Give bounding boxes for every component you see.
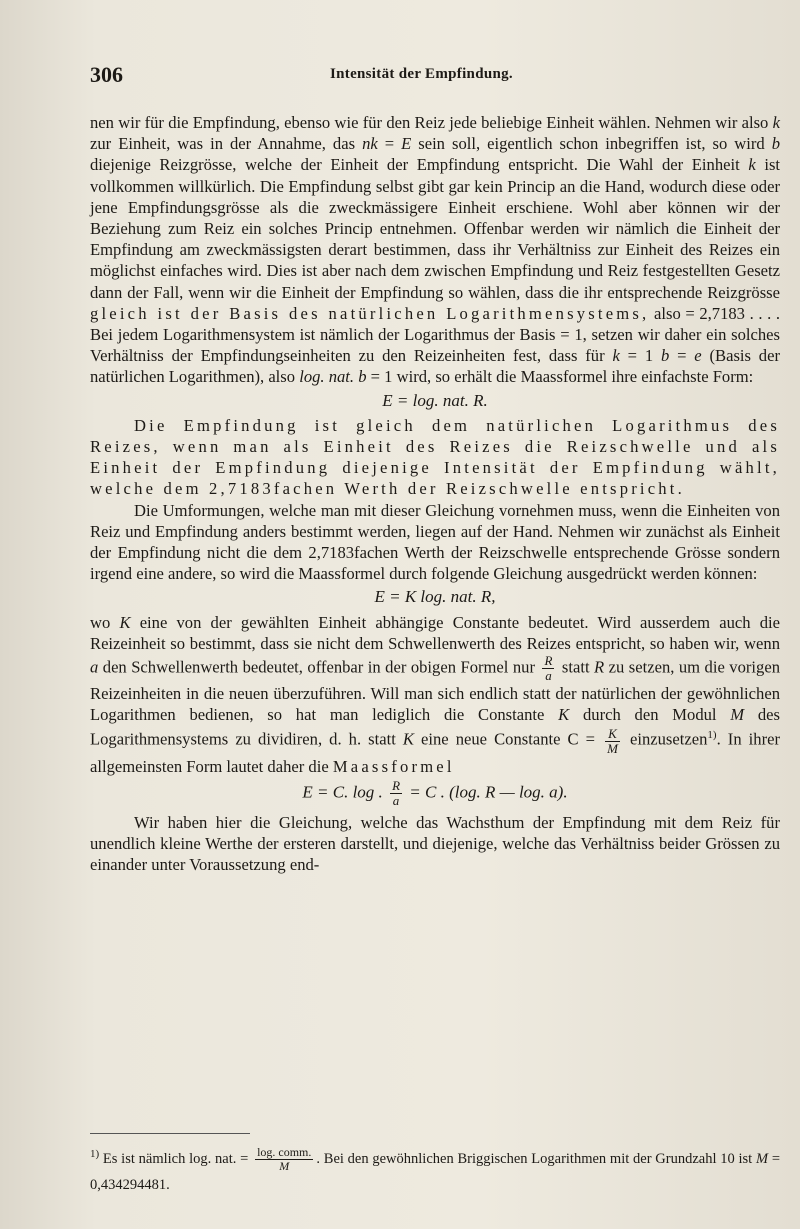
paragraph-2: Die Empfindung ist gleich dem natürlichen Logarithmus des Reizes, wenn man als Einheit des Reizes die Reizschwelle und als Einheit der Empfindung diejenige Intensität der Empfindung wählt, welche dem 2,7183fachen Werth der Reizschwelle entspricht.	[90, 415, 780, 499]
text-run: des Logarithmensystems zu dividiren, d. h. statt	[90, 705, 780, 750]
body-text	[90, 112, 780, 876]
page-header	[90, 62, 760, 90]
footnote	[90, 1142, 780, 1197]
var-K: K	[119, 612, 131, 632]
running-title: Intensität der Empfindung.	[330, 66, 513, 82]
text-run: statt	[557, 657, 595, 677]
text-run: zu setzen, um die vorigen Reizeinheiten in die neuen überzuführen. Will man sich endlich statt der natürlichen der gewöhnlichen Logarithmen bedienen, so hat man lediglich die Constante	[90, 657, 780, 725]
var-M: M	[755, 1150, 769, 1167]
text-run: ist vollkommen willkürlich. Die Empfindung selbst gibt gar kein Princip an die Hand, wodurch diese oder jene Empfindungsgrösse als die zweckmässigere Einheit erschiene. Wohl aber können wir der Beziehung zum Reiz ein solches Princip entnehmen. Offenbar werden wir nämlich die Einheit der Empfindung am zweckmässigsten derart bestimmen, dass ihr Verhältniss zur Einheit des Reizes ein möglichst einfaches wird. Dies ist aber nach dem zwischen Empfindung und Reiz festgestellten Gesetz dann der Fall, wenn wir die Einheit der Empfindung so wählen, dass die ihr entsprechende Reizgrösse	[90, 155, 781, 302]
var-k: k	[772, 113, 780, 132]
var-e: e	[694, 346, 702, 366]
var-a: a	[90, 657, 99, 677]
text-run: den Schwellenwerth bedeutet, offenbar in der obigen Formel nur	[98, 657, 540, 677]
text-run: Es ist nämlich log. nat. =	[99, 1150, 253, 1167]
fraction-R-over-a	[542, 654, 554, 683]
text-run: = 1 wird, so erhält die Maassformel ihre einfachste Form:	[366, 367, 754, 387]
text-run: . In ihrer allgemeinsten Form lautet daher die	[90, 730, 780, 776]
text-run: durch den Modul	[569, 705, 731, 725]
var-E: E	[401, 134, 412, 154]
text-run: . Bei den gewöhnlichen Briggischen Logarithmen mit der Grundzahl 10 ist	[316, 1150, 756, 1167]
footnote-reference: 1)	[707, 729, 717, 742]
var-M: M	[730, 705, 745, 725]
fraction-K-over-M	[605, 727, 620, 756]
fraction-denominator: M	[607, 740, 618, 756]
formula-text: E = log. nat. R.	[382, 390, 488, 410]
var-K: K	[558, 705, 570, 725]
var-k: k	[612, 346, 620, 366]
fraction-log-comm-over-M	[255, 1146, 313, 1173]
paragraph-3: Die Umformungen, welche man mit dieser Gleichung vornehmen muss, wenn die Einheiten von Reiz und Empfindung anders bestimmt werden, liegen auf der Hand. Nehmen wir zunächst als Einheit der Empfindung nicht die dem 2,7183fachen Werth der Reizschwelle entsprechende Grösse sondern irgend eine andere, so wird die Maassformel durch folgende Gleichung ausgedrückt werden können:	[90, 500, 780, 584]
text-run: einzusetzen	[622, 730, 708, 750]
var-K: K	[402, 730, 414, 750]
var-b: b	[771, 134, 780, 154]
text-run: = 0,434294481.	[90, 1150, 781, 1193]
paragraph-5: Wir haben hier die Gleichung, welche das Wachsthum der Empfindung mit dem Reiz für unendlich kleine Werthe der ersteren darstellt, und diejenige, welche das Verhältniss beider Grössen zu einander unter Voraussetzung end-	[90, 812, 780, 875]
paragraph-4	[90, 612, 780, 777]
fraction-denominator: M	[279, 1159, 290, 1173]
text-run: wo	[90, 612, 120, 632]
footnote-mark: 1)	[90, 1148, 100, 1160]
fraction-numerator: R	[544, 653, 553, 669]
paragraph-1	[90, 112, 780, 388]
var-b: b	[660, 346, 670, 366]
formula-3	[90, 779, 780, 808]
text-run: diejenige Reizgrösse, welche der Einheit der Empfindung entspricht. Die Wahl der Einheit	[90, 155, 749, 175]
emphasized-text: gleich ist der Basis des natürlichen Logarithmensystems,	[90, 303, 650, 323]
text-run: =	[377, 134, 402, 154]
var-nk: nk	[362, 134, 378, 154]
var-R: R	[594, 657, 605, 677]
formula-text: E = C. log .	[302, 782, 388, 802]
fraction-numerator: log. comm.	[257, 1145, 312, 1159]
fraction-numerator: R	[392, 777, 401, 793]
text-run: = 1	[619, 346, 661, 366]
footnote-divider	[90, 1133, 250, 1134]
text-run: eine von der gewählten Einheit abhängige Constante bedeutet. Wird ausserdem auch die Reizeinheit so bestimmt, dass sie nicht dem Schwellenwerth des Reizes entspricht, so haben wir, wenn	[90, 612, 780, 653]
text-run: nen wir für die Empfindung, ebenso wie für den Reiz jede beliebige Einheit wählen. Nehmen wir also	[90, 113, 773, 132]
formula-text: E = K log. nat. R,	[374, 587, 496, 607]
page-number: 306	[90, 62, 123, 87]
text-run: zur Einheit, was in der Annahme, das	[90, 134, 363, 154]
text-run: =	[669, 346, 695, 366]
text-run: eine neue Constante C =	[413, 730, 603, 750]
var-k: k	[748, 155, 756, 175]
fraction-R-over-a	[390, 779, 402, 808]
formula-2	[90, 586, 780, 607]
text-run: (Basis der natürlichen Logarithmen), also	[90, 346, 780, 387]
emphasized-text: Maassformel	[332, 756, 455, 776]
text-run: also = 2,7183 . . . . Bei jedem Logarithmensystem ist nämlich der Logarithmus der Basis = 1, setzen wir daher ein solches Verhältniss der Empfindungseinheiten zu den Reizeinheiten fest, dass für	[90, 303, 780, 366]
text-run: sein soll, eigentlich schon inbegriffen ist, so wird	[411, 134, 772, 154]
fraction-denominator: a	[545, 668, 552, 684]
fraction-numerator: K	[605, 727, 620, 742]
formula-text: = C . (log. R — log. a).	[405, 782, 568, 802]
fraction-denominator: a	[392, 792, 400, 808]
math-expression: log. nat. b	[299, 367, 367, 387]
formula-1	[90, 390, 780, 411]
